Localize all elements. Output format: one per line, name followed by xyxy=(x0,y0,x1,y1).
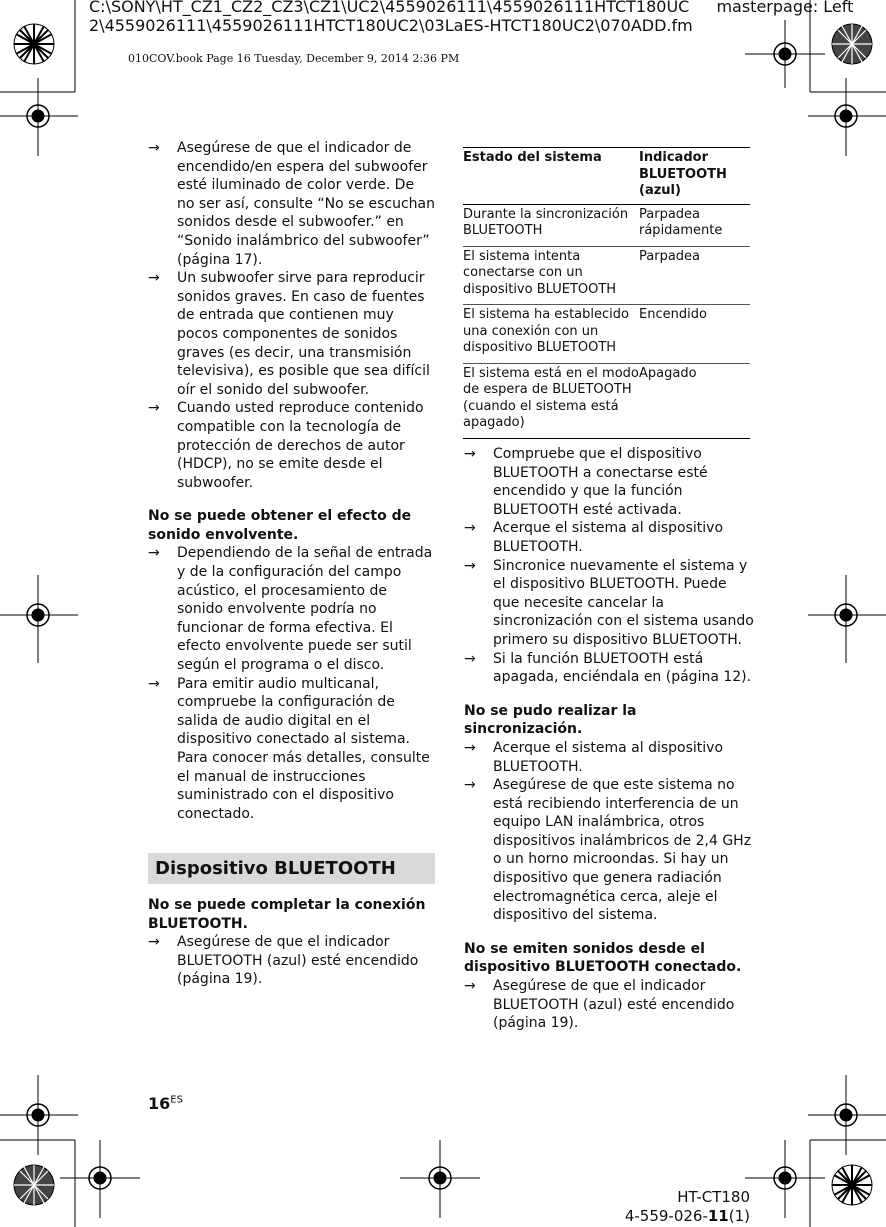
book-info-line: 010COV.book Page 16 Tuesday, December 9, 2014 2:36 PM xyxy=(128,52,460,65)
list-item: → Acerque el sistema al dispositivo BLUETOOTH. xyxy=(464,520,724,555)
arrow-icon: → xyxy=(148,400,160,417)
file-path-line-2: 2\4559026111\4559026111HTCT180UC2\03LaES-HTCT180UC2\070ADD.fm xyxy=(89,16,693,35)
masterpage-label: masterpage: Left xyxy=(716,0,854,16)
list-item: → Para emitir audio multicanal, compruebe la configuración de salida de audio digital en el dispositivo conectado al sistema. Para conocer más detalles, consulte el manual de instrucciones suministrado con el dispositivo conectado. xyxy=(148,675,430,822)
table-cell: Parpadea xyxy=(639,246,750,305)
list-item: → Asegúrese de que el indicador de encendido/en espera del subwoofer esté iluminado de color verde. De no ser así, consulte “No se escuchan sonidos desde el subwoofer.” en “Sonido inalámbrico del subwoofer” (página 17). xyxy=(148,140,436,268)
table-row xyxy=(463,305,750,364)
list-item: → Acerque el sistema al dispositivo BLUETOOTH. xyxy=(464,739,724,775)
registration-mark-icon xyxy=(745,1140,825,1220)
model-name: HT-CT180 xyxy=(677,1188,750,1206)
left-column xyxy=(148,139,435,823)
list-item: → Compruebe que el dispositivo BLUETOOTH a conectarse esté encendido y que la función BLUETOOTH esté activada. xyxy=(464,446,708,518)
arrow-icon: → xyxy=(464,446,476,462)
right-column xyxy=(464,445,754,1033)
list-item: → Sincronice nuevamente el sistema y el dispositivo BLUETOOTH. Puede que necesite cancelar la sincronización con el sistema usando primero su dispositivo BLUETOOTH. xyxy=(464,557,754,648)
heading-nosound: No se emiten sonidos desde el dispositivo BLUETOOTH conectado. xyxy=(464,940,742,976)
list-item: → Si la función BLUETOOTH está apagada, enciéndala en (página 12). xyxy=(464,650,752,686)
arrow-icon: → xyxy=(464,739,476,756)
table-cell: Encendido xyxy=(639,305,750,364)
table-cell: Durante la sincronización BLUETOOTH xyxy=(463,204,639,246)
table-row xyxy=(463,363,750,438)
section-title: Dispositivo BLUETOOTH xyxy=(148,853,435,884)
model-code: 4-559-026-11(1) xyxy=(624,1207,750,1225)
table-header-row xyxy=(463,148,750,205)
table-cell: El sistema intenta conectarse con un dispositivo BLUETOOTH xyxy=(463,246,639,305)
table-cell: El sistema está en el modo de espera de BLUETOOTH (cuando el sistema está apagado) xyxy=(463,363,639,438)
arrow-icon: → xyxy=(464,557,476,574)
list-item: → Asegúrese de que el indicador BLUETOOTH (azul) esté encendido (página 19). xyxy=(148,934,419,988)
starburst-mark-icon xyxy=(830,1163,874,1207)
heading-surround: No se puede obtener el efecto de sonido envolvente. xyxy=(148,508,412,543)
arrow-icon: → xyxy=(148,140,160,156)
arrow-icon: → xyxy=(148,675,160,692)
list-item: → Cuando usted reproduce contenido compatible con la tecnología de protección de derechos de autor (HDCP), no se emite desde el subwoofer. xyxy=(148,400,424,491)
list-item: → Dependiendo de la señal de entrada y de la configuración del campo acústico, el procesamiento de sonido envolvente podría no funcionar de forma efectiva. El efecto envolvente puede ser sutil según el programa o el disco. xyxy=(148,545,433,674)
heading-connection: No se puede completar la conexión BLUETOOTH. xyxy=(148,897,426,932)
starburst-mark-icon xyxy=(830,22,874,66)
registration-mark-icon xyxy=(0,575,80,665)
list-item: → Asegúrese de que el indicador BLUETOOTH (azul) esté encendido (página 19). xyxy=(464,978,735,1032)
arrow-icon: → xyxy=(148,545,160,562)
bluetooth-status-table xyxy=(463,147,750,439)
table-header: Estado del sistema xyxy=(463,148,639,205)
model-footer xyxy=(625,1188,750,1226)
registration-mark-icon xyxy=(60,1140,140,1220)
starburst-mark-icon xyxy=(12,22,56,66)
starburst-mark-icon xyxy=(12,1163,56,1207)
registration-mark-icon xyxy=(806,575,886,665)
registration-mark-icon xyxy=(0,78,80,158)
table-row xyxy=(463,204,750,246)
left-column-bluetooth xyxy=(148,896,435,989)
table-cell: Parpadea rápidamente xyxy=(639,204,750,246)
arrow-icon: → xyxy=(464,777,476,794)
page-language: ES xyxy=(170,1094,183,1106)
table-cell: El sistema ha establecido una conexión con un dispositivo BLUETOOTH xyxy=(463,305,639,364)
file-path: C:\SONY\HT_CZ1_CZ2_CZ3\CZ1\UC2\4559026111\4559026111HTCT180UC xyxy=(89,0,690,16)
list-item: → Un subwoofer sirve para reproducir sonidos graves. En caso de fuentes de entrada que contienen muy pocos componentes de sonidos graves (es decir, una transmisión televisiva), es posible que sea difícil oír el sonido del subwoofer. xyxy=(148,270,430,398)
page-number: $16^{ES}$ xyxy=(148,1094,183,1113)
registration-mark-icon xyxy=(400,1140,480,1220)
arrow-icon: → xyxy=(148,934,160,951)
arrow-icon: → xyxy=(148,270,160,287)
table-row xyxy=(463,246,750,305)
table-cell: Apagado xyxy=(639,363,750,438)
registration-mark-icon xyxy=(745,20,825,90)
heading-pairing: No se pudo realizar la sincronización. xyxy=(464,702,637,738)
table-header: Indicador BLUETOOTH (azul) xyxy=(639,148,750,205)
arrow-icon: → xyxy=(464,650,476,667)
arrow-icon: → xyxy=(464,978,476,995)
arrow-icon: → xyxy=(464,520,476,537)
list-item: → Asegúrese de que este sistema no está recibiendo interferencia de un equipo LAN inalámbrica, otros dispositivos inalámbricos de 2,4 GHz o un horno microondas. Si hay un dispositivo que genera radiación electromagnética cerca, aleje el dispositivo del sistema. xyxy=(464,777,752,924)
registration-mark-icon xyxy=(806,78,886,158)
